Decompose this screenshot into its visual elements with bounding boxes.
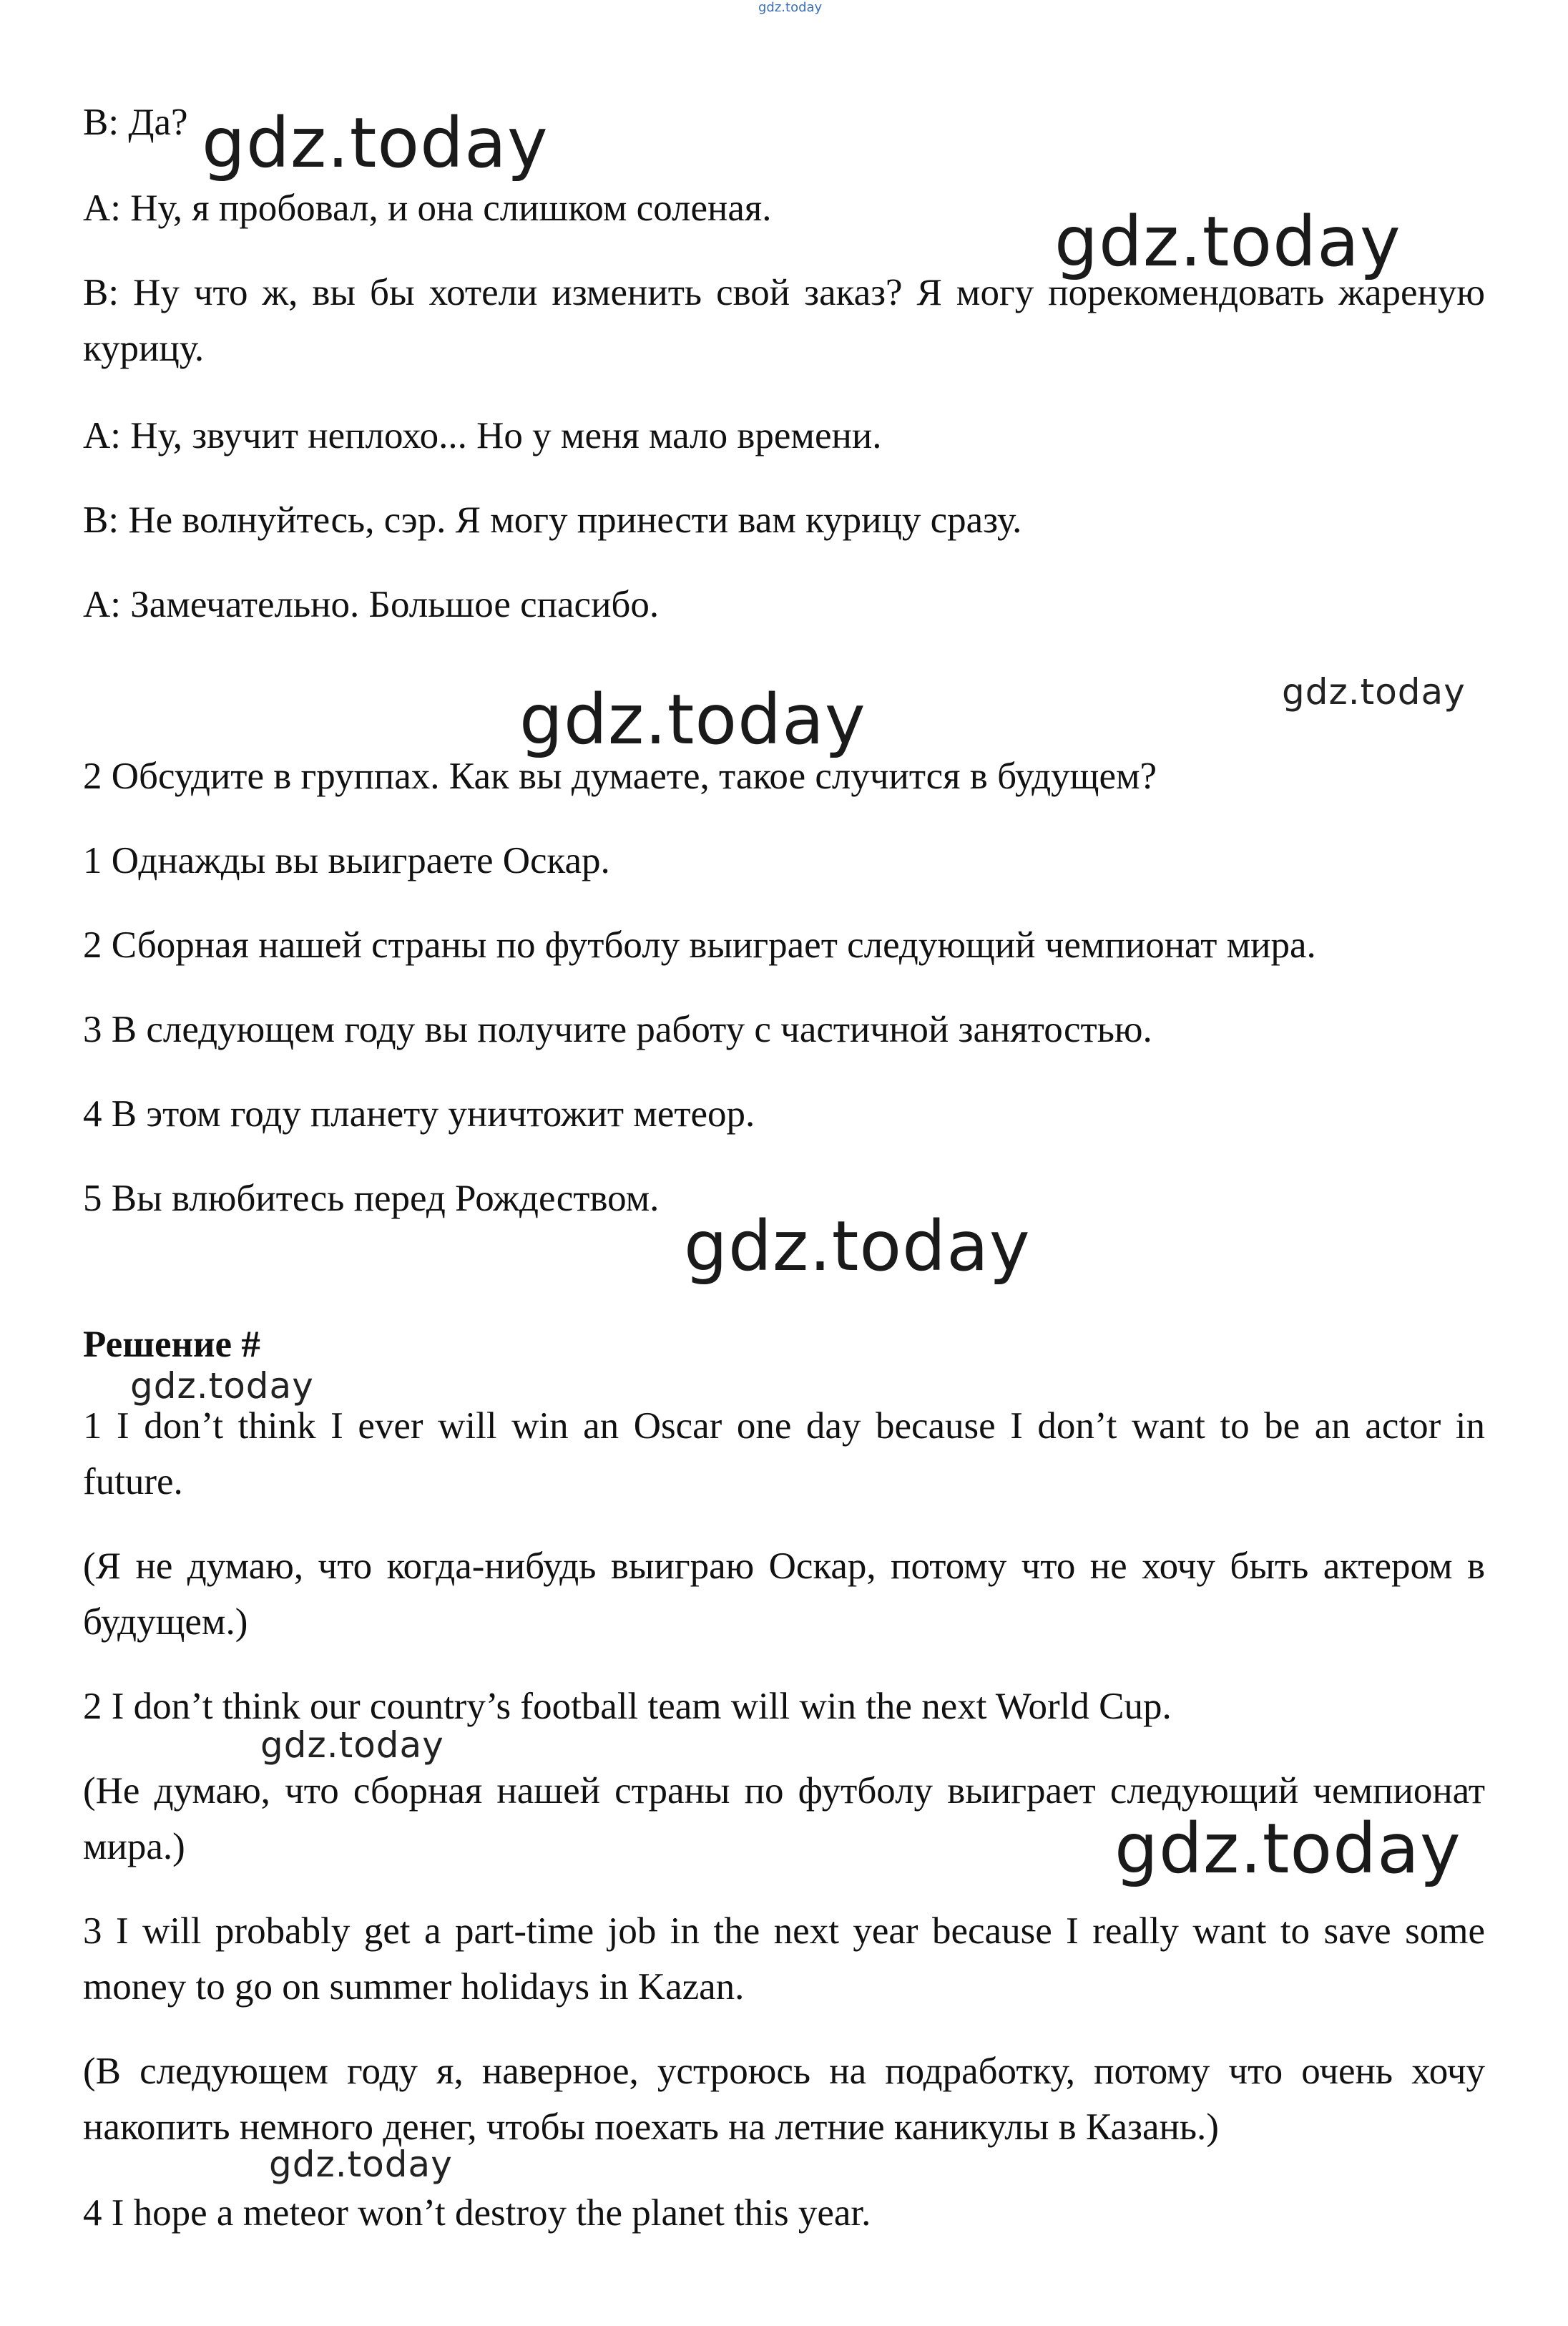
solution-paragraph: 3 I will probably get a part-time job in the next year because I really want to save some money to go on summer holidays in Kazan.: [83, 1910, 1485, 2008]
solution-paragraph: (Я не думаю, что когда-нибудь выиграю Оскар, потому что не хочу быть актером в будущем.): [83, 1545, 1485, 1643]
dialogue-line: B: Да?: [83, 102, 188, 143]
dialogue-line: B: Не волнуйтесь, сэр. Я могу принести вам курицу сразу.: [83, 499, 1022, 541]
solution-heading: Решение #: [83, 1324, 260, 1365]
dialogue-line: A: Замечательно. Большое спасибо.: [83, 584, 660, 625]
watermark: gdz.today: [519, 680, 866, 760]
watermark: gdz.today: [1282, 671, 1466, 713]
solution-paragraph: 4 I hope a meteor won’t destroy the planet this year.: [83, 2192, 871, 2234]
task-item: 1 Однажды вы выиграете Оскар.: [83, 840, 610, 881]
watermark: gdz.today: [130, 1365, 314, 1407]
task-item: 2 Сборная нашей страны по футболу выиграет следующий чемпионат мира.: [83, 924, 1316, 966]
watermark: gdz.today: [202, 103, 549, 183]
watermark: gdz.today: [269, 2144, 453, 2185]
task-item: 5 Вы влюбитесь перед Рождеством.: [83, 1178, 660, 1219]
watermark: gdz.today: [1114, 1809, 1461, 1889]
task-item: 4 В этом году планету уничтожит метеор.: [83, 1093, 755, 1135]
dialogue-line: B: Ну что ж, вы бы хотели изменить свой заказ? Я могу порекомендовать жареную курицу.: [83, 272, 1485, 369]
watermark: gdz.today: [1054, 202, 1401, 282]
solution-paragraph: (В следующем году я, наверное, устроюсь на подработку, потому что очень хочу накопить немного денег, чтобы поехать на летние каникулы в Казань.): [83, 2051, 1485, 2148]
dialogue-line: A: Ну, звучит неплохо... Но у меня мало времени.: [83, 415, 882, 456]
watermark: gdz.today: [260, 1724, 444, 1766]
task-heading: 2 Обсудите в группах. Как вы думаете, такое случится в будущем?: [83, 756, 1157, 797]
watermark: gdz.today: [684, 1206, 1031, 1286]
task-item: 3 В следующем году вы получите работу с частичной занятостью.: [83, 1009, 1152, 1050]
solution-paragraph: (Не думаю, что сборная нашей страны по футболу выиграет следующий чемпионат мира.): [83, 1770, 1485, 1867]
solution-paragraph: 1 I don’t think I ever will win an Oscar one day because I don’t want to be an actor in future.: [83, 1405, 1485, 1502]
solution-paragraph: 2 I don’t think our country’s football team will win the next World Cup.: [83, 1686, 1172, 1727]
header-watermark: gdz.today: [758, 0, 823, 15]
dialogue-line: A: Ну, я пробовал, и она слишком соленая.: [83, 187, 772, 229]
